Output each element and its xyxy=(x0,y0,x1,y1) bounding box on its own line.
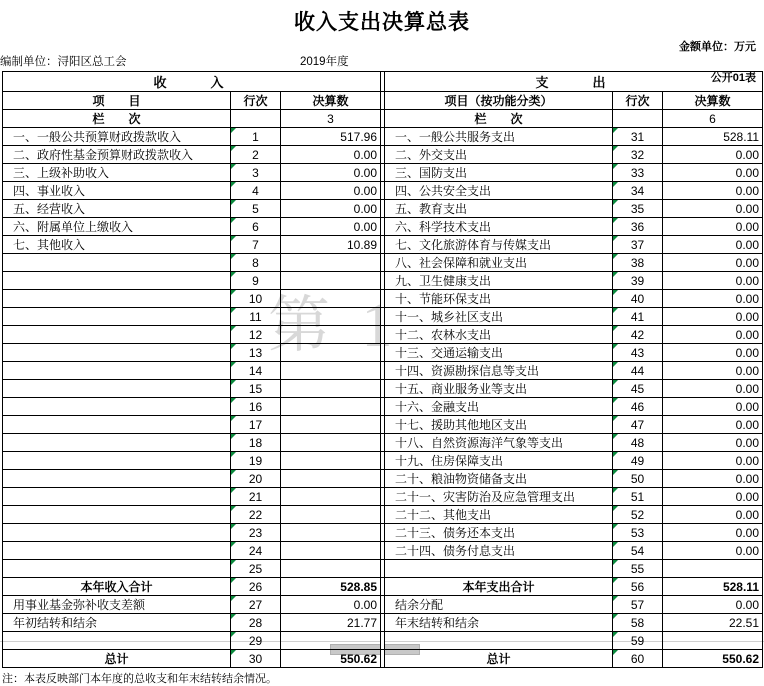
expense-row-number-cell: 60 xyxy=(613,650,663,668)
expense-amount-cell: 0.00 xyxy=(663,236,763,254)
expense-amount-header: 决算数 xyxy=(663,92,763,110)
expense-amount-cell: 550.62 xyxy=(663,650,763,668)
income-item-cell: 七、其他收入 xyxy=(3,236,231,254)
expense-item-cell xyxy=(385,560,613,578)
expense-row-number-cell: 48 xyxy=(613,434,663,452)
expense-amount-cell: 0.00 xyxy=(663,272,763,290)
table-row xyxy=(3,200,763,218)
income-row-number-cell: 15 xyxy=(231,380,281,398)
income-item-cell xyxy=(3,308,231,326)
expense-row-number-cell: 41 xyxy=(613,308,663,326)
income-item-cell: 总计 xyxy=(3,650,231,668)
income-item-cell xyxy=(3,362,231,380)
income-amount-cell: 517.96 xyxy=(281,128,381,146)
expense-row-number-cell: 58 xyxy=(613,614,663,632)
income-amount-cell xyxy=(281,290,381,308)
expense-amount-cell: 0.00 xyxy=(663,218,763,236)
expense-amount-cell: 0.00 xyxy=(663,524,763,542)
income-item-header: 项 目 xyxy=(3,92,231,110)
income-amount-cell: 550.62 xyxy=(281,650,381,668)
income-item-cell xyxy=(3,452,231,470)
expense-amount-cell: 528.11 xyxy=(663,128,763,146)
table-row xyxy=(3,218,763,236)
expense-row-number-cell: 40 xyxy=(613,290,663,308)
expense-amount-cell: 0.00 xyxy=(663,146,763,164)
income-row-number-cell: 18 xyxy=(231,434,281,452)
table-row xyxy=(3,470,763,488)
income-item-cell: 三、上级补助收入 xyxy=(3,164,231,182)
income-item-cell xyxy=(3,326,231,344)
income-row-number-cell: 26 xyxy=(231,578,281,596)
expense-amount-cell: 0.00 xyxy=(663,182,763,200)
income-item-cell xyxy=(3,272,231,290)
expense-row-number-cell: 31 xyxy=(613,128,663,146)
expense-amount-cell: 0.00 xyxy=(663,506,763,524)
table-row xyxy=(3,326,763,344)
expense-item-cell: 二十四、债务付息支出 xyxy=(385,542,613,560)
income-amount-cell xyxy=(281,398,381,416)
income-amount-cell xyxy=(281,416,381,434)
income-row-number-cell: 28 xyxy=(231,614,281,632)
expense-lan-label: 栏 次 xyxy=(385,110,613,128)
income-lan-label: 栏 次 xyxy=(3,110,231,128)
expense-amount-cell: 0.00 xyxy=(663,416,763,434)
expense-row-number-cell: 49 xyxy=(613,452,663,470)
expense-amount-cell: 0.00 xyxy=(663,542,763,560)
income-row-number-cell: 9 xyxy=(231,272,281,290)
income-row-number-cell: 4 xyxy=(231,182,281,200)
income-amount-cell xyxy=(281,632,381,650)
expense-item-cell: 四、公共安全支出 xyxy=(385,182,613,200)
expense-row-number-cell: 35 xyxy=(613,200,663,218)
income-row-number-cell: 27 xyxy=(231,596,281,614)
expense-item-cell: 十、节能环保支出 xyxy=(385,290,613,308)
expense-amount-cell: 0.00 xyxy=(663,452,763,470)
income-amount-cell xyxy=(281,524,381,542)
income-item-cell: 四、事业收入 xyxy=(3,182,231,200)
income-amount-cell xyxy=(281,308,381,326)
income-item-cell: 年初结转和结余 xyxy=(3,614,231,632)
expense-row-number-cell: 38 xyxy=(613,254,663,272)
income-amount-cell: 0.00 xyxy=(281,146,381,164)
income-item-cell xyxy=(3,398,231,416)
expense-item-cell: 十一、城乡社区支出 xyxy=(385,308,613,326)
income-item-cell xyxy=(3,488,231,506)
income-amount-cell: 10.89 xyxy=(281,236,381,254)
table-row xyxy=(3,614,763,632)
table-note: 注：本表反映部门本年度的总收支和年末结转结余情况。 xyxy=(2,673,277,685)
expense-item-cell: 十九、住房保障支出 xyxy=(385,452,613,470)
expense-item-cell: 十八、自然资源海洋气象等支出 xyxy=(385,434,613,452)
income-amount-cell xyxy=(281,272,381,290)
expense-item-cell: 结余分配 xyxy=(385,596,613,614)
expense-item-cell xyxy=(385,632,613,650)
table-row xyxy=(3,560,763,578)
income-item-cell xyxy=(3,524,231,542)
table-row xyxy=(3,362,763,380)
income-row-number-cell: 21 xyxy=(231,488,281,506)
income-amount-cell: 0.00 xyxy=(281,164,381,182)
expense-item-cell: 二十三、债务还本支出 xyxy=(385,524,613,542)
income-row-number-cell: 22 xyxy=(231,506,281,524)
income-item-cell xyxy=(3,380,231,398)
income-amount-cell: 0.00 xyxy=(281,596,381,614)
expense-row-number-cell: 53 xyxy=(613,524,663,542)
income-amount-cell xyxy=(281,506,381,524)
income-amount-cell: 0.00 xyxy=(281,200,381,218)
expense-row-number-cell: 43 xyxy=(613,344,663,362)
income-row-number-cell: 12 xyxy=(231,326,281,344)
table-row xyxy=(3,398,763,416)
expense-row-number-cell: 57 xyxy=(613,596,663,614)
income-lan-blank xyxy=(231,110,281,128)
table-row xyxy=(3,236,763,254)
expense-item-cell: 十七、援助其他地区支出 xyxy=(385,416,613,434)
income-item-cell xyxy=(3,254,231,272)
expense-lan-blank xyxy=(613,110,663,128)
table-row xyxy=(3,380,763,398)
table-row xyxy=(3,254,763,272)
expense-rownum-header: 行次 xyxy=(613,92,663,110)
income-row-number-cell: 14 xyxy=(231,362,281,380)
expense-item-cell: 十三、交通运输支出 xyxy=(385,344,613,362)
expense-amount-cell: 0.00 xyxy=(663,380,763,398)
income-row-number-cell: 13 xyxy=(231,344,281,362)
expense-item-cell: 一、一般公共服务支出 xyxy=(385,128,613,146)
table-row xyxy=(3,308,763,326)
expense-row-number-cell: 45 xyxy=(613,380,663,398)
income-row-number-cell: 5 xyxy=(231,200,281,218)
expense-item-cell: 十二、农林水支出 xyxy=(385,326,613,344)
compiling-unit-label: 编制单位：浔阳区总工会 xyxy=(0,56,127,68)
group-header-row xyxy=(3,72,763,92)
table-row xyxy=(3,506,763,524)
income-amount-cell xyxy=(281,542,381,560)
income-row-number-cell: 3 xyxy=(231,164,281,182)
expense-amount-cell: 0.00 xyxy=(663,344,763,362)
table-row xyxy=(3,272,763,290)
expense-group-title: 支 出 xyxy=(385,72,763,92)
expense-row-number-cell: 33 xyxy=(613,164,663,182)
income-row-number-cell: 7 xyxy=(231,236,281,254)
expense-item-cell: 六、科学技术支出 xyxy=(385,218,613,236)
fiscal-year-label: 2019年度 xyxy=(300,56,349,68)
income-item-cell: 五、经营收入 xyxy=(3,200,231,218)
income-item-cell: 六、附属单位上缴收入 xyxy=(3,218,231,236)
expense-amount-cell: 22.51 xyxy=(663,614,763,632)
expense-row-number-cell: 59 xyxy=(613,632,663,650)
income-item-cell xyxy=(3,416,231,434)
income-item-cell xyxy=(3,290,231,308)
table-body xyxy=(3,128,763,668)
income-amount-cell: 528.85 xyxy=(281,578,381,596)
expense-item-cell: 十六、金融支出 xyxy=(385,398,613,416)
table-row xyxy=(3,164,763,182)
income-amount-cell xyxy=(281,434,381,452)
budget-table xyxy=(2,71,763,668)
income-item-cell xyxy=(3,542,231,560)
income-amount-cell xyxy=(281,560,381,578)
expense-row-number-cell: 42 xyxy=(613,326,663,344)
income-item-cell xyxy=(3,344,231,362)
income-row-number-cell: 16 xyxy=(231,398,281,416)
expense-row-number-cell: 52 xyxy=(613,506,663,524)
income-row-number-cell: 24 xyxy=(231,542,281,560)
income-amount-cell: 0.00 xyxy=(281,182,381,200)
expense-item-cell: 十五、商业服务业等支出 xyxy=(385,380,613,398)
table-row xyxy=(3,632,763,650)
expense-row-number-cell: 51 xyxy=(613,488,663,506)
income-amount-cell xyxy=(281,254,381,272)
expense-row-number-cell: 34 xyxy=(613,182,663,200)
income-amount-cell xyxy=(281,470,381,488)
income-column-number: 3 xyxy=(281,110,381,128)
expense-row-number-cell: 54 xyxy=(613,542,663,560)
income-item-cell: 用事业基金弥补收支差额 xyxy=(3,596,231,614)
expense-item-cell: 三、国防支出 xyxy=(385,164,613,182)
income-amount-cell: 0.00 xyxy=(281,218,381,236)
disclosure-number-label: 公开01表 xyxy=(710,72,756,84)
expense-item-cell: 年末结转和结余 xyxy=(385,614,613,632)
income-row-number-cell: 29 xyxy=(231,632,281,650)
expense-amount-cell xyxy=(663,632,763,650)
table-row xyxy=(3,128,763,146)
income-item-cell xyxy=(3,560,231,578)
table-row xyxy=(3,488,763,506)
income-item-cell xyxy=(3,434,231,452)
expense-item-cell: 二、外交支出 xyxy=(385,146,613,164)
income-row-number-cell: 10 xyxy=(231,290,281,308)
expense-row-number-cell: 55 xyxy=(613,560,663,578)
table-row xyxy=(3,650,763,668)
income-row-number-cell: 23 xyxy=(231,524,281,542)
income-amount-cell: 21.77 xyxy=(281,614,381,632)
amount-unit-label: 金额单位：万元 xyxy=(679,41,756,53)
income-item-cell: 二、政府性基金预算财政拨款收入 xyxy=(3,146,231,164)
income-amount-cell xyxy=(281,344,381,362)
expense-amount-cell: 0.00 xyxy=(663,290,763,308)
expense-row-number-cell: 44 xyxy=(613,362,663,380)
income-amount-header: 决算数 xyxy=(281,92,381,110)
expense-item-cell: 九、卫生健康支出 xyxy=(385,272,613,290)
expense-amount-cell: 0.00 xyxy=(663,254,763,272)
expense-row-number-cell: 37 xyxy=(613,236,663,254)
expense-row-number-cell: 36 xyxy=(613,218,663,236)
expense-row-number-cell: 47 xyxy=(613,416,663,434)
income-row-number-cell: 30 xyxy=(231,650,281,668)
expense-item-cell: 总计 xyxy=(385,650,613,668)
page-title: 收入支出决算总表 xyxy=(294,10,470,34)
expense-row-number-cell: 32 xyxy=(613,146,663,164)
expense-column-number: 6 xyxy=(663,110,763,128)
income-row-number-cell: 2 xyxy=(231,146,281,164)
expense-amount-cell: 0.00 xyxy=(663,326,763,344)
expense-amount-cell: 0.00 xyxy=(663,164,763,182)
table-row xyxy=(3,578,763,596)
table-row xyxy=(3,344,763,362)
expense-amount-cell: 0.00 xyxy=(663,470,763,488)
income-row-number-cell: 1 xyxy=(231,128,281,146)
expense-amount-cell: 0.00 xyxy=(663,596,763,614)
watermark-text: 第 1 xyxy=(268,292,401,360)
expense-item-cell: 五、教育支出 xyxy=(385,200,613,218)
expense-item-cell: 七、文化旅游体育与传媒支出 xyxy=(385,236,613,254)
income-row-number-cell: 6 xyxy=(231,218,281,236)
income-item-cell xyxy=(3,632,231,650)
expense-row-number-cell: 46 xyxy=(613,398,663,416)
unit-meta-row xyxy=(0,38,764,53)
income-row-number-cell: 19 xyxy=(231,452,281,470)
table-row xyxy=(3,596,763,614)
expense-amount-cell: 0.00 xyxy=(663,488,763,506)
income-row-number-cell: 20 xyxy=(231,470,281,488)
expense-amount-cell: 0.00 xyxy=(663,200,763,218)
income-row-number-cell: 17 xyxy=(231,416,281,434)
income-row-number-cell: 8 xyxy=(231,254,281,272)
expense-row-number-cell: 50 xyxy=(613,470,663,488)
expense-item-cell: 二十、粮油物资储备支出 xyxy=(385,470,613,488)
table-row xyxy=(3,434,763,452)
income-item-cell: 本年收入合计 xyxy=(3,578,231,596)
expense-amount-cell: 0.00 xyxy=(663,308,763,326)
income-amount-cell xyxy=(281,326,381,344)
income-item-cell: 一、一般公共预算财政拨款收入 xyxy=(3,128,231,146)
table-row xyxy=(3,182,763,200)
expense-amount-cell xyxy=(663,560,763,578)
income-item-cell xyxy=(3,506,231,524)
income-item-cell xyxy=(3,470,231,488)
income-amount-cell xyxy=(281,488,381,506)
table-row xyxy=(3,452,763,470)
expense-item-header: 项目（按功能分类） xyxy=(385,92,613,110)
expense-amount-cell: 0.00 xyxy=(663,398,763,416)
table-row xyxy=(3,416,763,434)
column-number-row xyxy=(3,110,763,128)
expense-item-cell: 十四、资源勘探信息等支出 xyxy=(385,362,613,380)
expense-item-cell: 八、社会保障和就业支出 xyxy=(385,254,613,272)
expense-amount-cell: 0.00 xyxy=(663,362,763,380)
table-row xyxy=(3,146,763,164)
income-row-number-cell: 25 xyxy=(231,560,281,578)
income-amount-cell xyxy=(281,362,381,380)
table-row xyxy=(3,524,763,542)
income-rownum-header: 行次 xyxy=(231,92,281,110)
income-amount-cell xyxy=(281,380,381,398)
expense-item-cell: 二十一、灾害防治及应急管理支出 xyxy=(385,488,613,506)
income-group-title: 收 入 xyxy=(3,72,381,92)
expense-item-cell: 二十二、其他支出 xyxy=(385,506,613,524)
table-row xyxy=(3,542,763,560)
income-row-number-cell: 11 xyxy=(231,308,281,326)
expense-item-cell: 本年支出合计 xyxy=(385,578,613,596)
expense-row-number-cell: 39 xyxy=(613,272,663,290)
expense-amount-cell: 0.00 xyxy=(663,434,763,452)
expense-amount-cell: 528.11 xyxy=(663,578,763,596)
income-amount-cell xyxy=(281,452,381,470)
table-row xyxy=(3,290,763,308)
expense-row-number-cell: 56 xyxy=(613,578,663,596)
column-header-row xyxy=(3,92,763,110)
